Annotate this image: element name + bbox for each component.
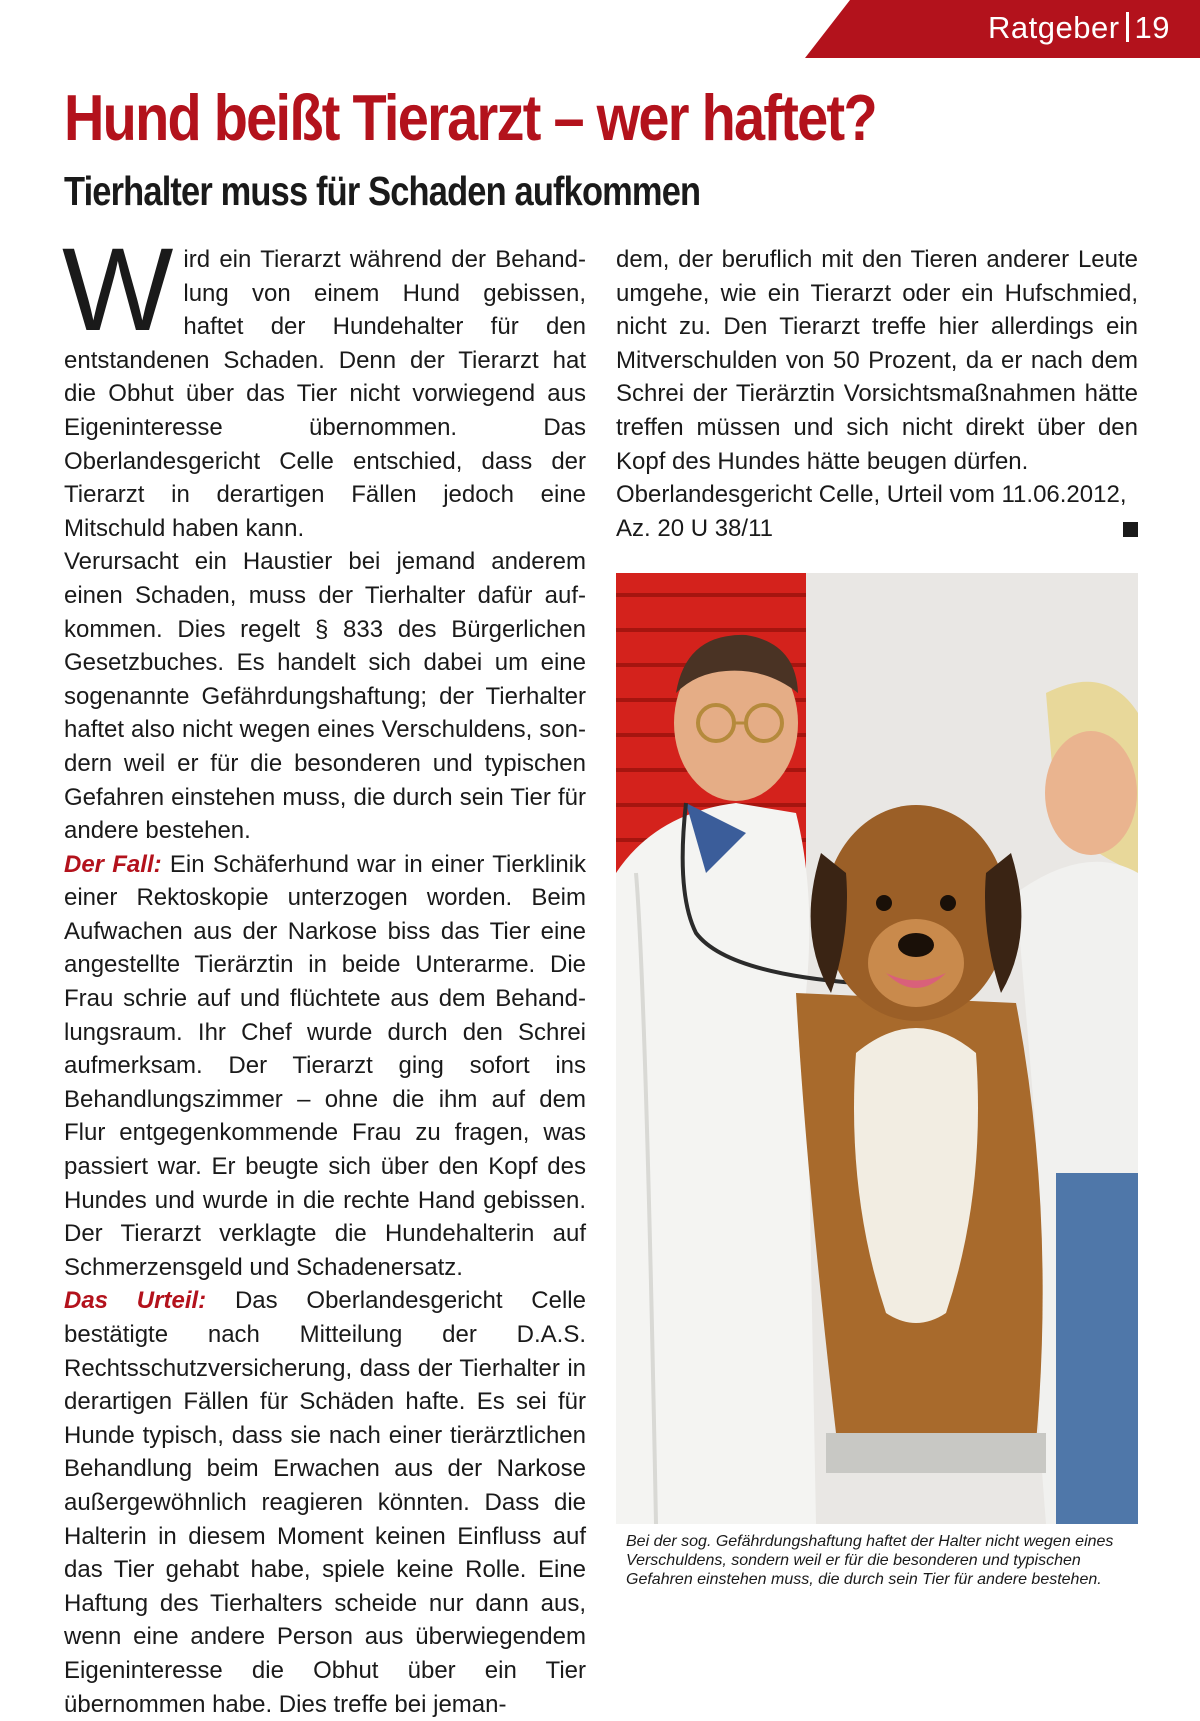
- article-column-right: [616, 243, 1138, 545]
- verdict-text-left: Das Oberlandesgericht Celle bestätigte nach Mitteilung der D.A.S. Rechtsschutzversicherung, dass der Tierhalter in derartigen Fällen für Schäden hafte. Es sei für Hunde typisch, dass sie nach einer tierärztlichen Behandlung beim Erwachen aus der Narkose außergewöhnlich reagieren könnten. Dass die Halterin in diesem Moment keinen Einfluss auf das Tier gehabt habe, spiele keine Rolle. Eine Haftung des Tierhalters scheide nur dann aus, wenn eine andere Person aus überwiegendem Eigeninteresse die Obhut über ein Tier übernommen habe. Dies treffe bei jeman-: [64, 1287, 586, 1718]
- dog-figure: [796, 805, 1046, 1473]
- section-name: Ratgeber: [987, 10, 1120, 45]
- article-column-left: [62, 224, 586, 1721]
- source-citation: [616, 478, 1138, 545]
- jeans: [1056, 1173, 1138, 1524]
- article-headline: Hund beißt Tierarzt – wer haftet?: [64, 81, 876, 154]
- intro-text: ird ein Tierarzt während der Behandlung von einem Hund gebissen, haftet der Hundehalter für den entstandenen Schaden. Denn der Tierarzt hat die Obhut über das Tier nicht vorwiegend aus Eigeninteresse übernommen. Das Oberlandesgericht Celle entschied, dass der Tierarzt in derartigen Fällen jedoch eine Mitschuld haben kann.: [64, 246, 586, 542]
- paragraph-verdict: [64, 1284, 586, 1721]
- paragraph-case: [64, 848, 586, 1285]
- vet-dog-illustration: [616, 573, 1138, 1524]
- drop-cap: W: [62, 224, 174, 356]
- source-line-1: Oberlandesgericht Celle, Urteil vom 11.06.2012,: [616, 481, 1127, 509]
- photo-caption: Bei der sog. Gefährdungshaftung haftet der Halter nicht wegen eines Verschuldens, sondern weil er für die besonderen und typischen Gefahren einstehen muss, die durch sein Tier für andere bestehen.: [626, 1533, 1114, 1588]
- section-header: [988, 8, 1170, 48]
- paragraph-liability: Verursacht ein Haustier bei jemand anderem einen Schaden, muss der Tierhalter dafür aufkommen. Dies regelt § 833 des Bürgerlichen Gesetzbuches. Es handelt sich dabei um eine sogenannte Gefährdungshaftung; der Tierhalter haftet also nicht wegen eines Verschuldens, sondern weil er für die besonderen und typischen Gefahren einstehen muss, die durch sein Tier für andere bestehen.: [64, 548, 586, 845]
- intro-paragraph: [62, 224, 586, 545]
- source-line-2: Az. 20 U 38/11: [616, 514, 773, 542]
- exam-table: [826, 1433, 1046, 1473]
- page-number: 19: [1134, 10, 1170, 45]
- article-subheadline: Tierhalter muss für Schaden aufkommen: [64, 168, 701, 214]
- end-mark: [1123, 522, 1138, 537]
- verdict-continued: dem, der beruflich mit den Tieren anderer Leute umgehe, wie ein Tierarzt oder ein Hufschmied, nicht zu. Den Tierarzt treffe hier allerdings ein Mitverschulden von 50 Prozent, da er nach dem Schrei der Tierärztin Vorsichtsmaßnahmen hätte treffen müssen und sich nicht direkt über den Kopf des Hundes hätte beugen dürfen.: [616, 246, 1138, 475]
- verdict-label: Das Urteil:: [64, 1287, 207, 1315]
- case-text: Ein Schäferhund war in einer Tierklinik einer Rektoskopie unterzogen worden. Beim Aufwachen aus der Narkose biss das Tier eine angestellte Tierärztin in beide Unterarme. Die Frau schrie auf und flüchtete aus dem Behandlungsraum. Ihr Chef wurde durch den Schrei aufmerksam. Der Tierarzt ging sofort ins Behandlungszimmer – ohne die ihm auf dem Flur entgegenkommende Frau zu fragen, was passiert war. Er beugte sich über den Kopf des Hundes und wurde in die rechte Hand gebissen. Der Tierarzt verklagte die Hundehalterin auf Schmerzensgeld und Schadenersatz.: [64, 850, 586, 1281]
- header-divider: [1126, 12, 1129, 42]
- case-label: Der Fall:: [64, 850, 162, 878]
- article-photo: [616, 573, 1138, 1524]
